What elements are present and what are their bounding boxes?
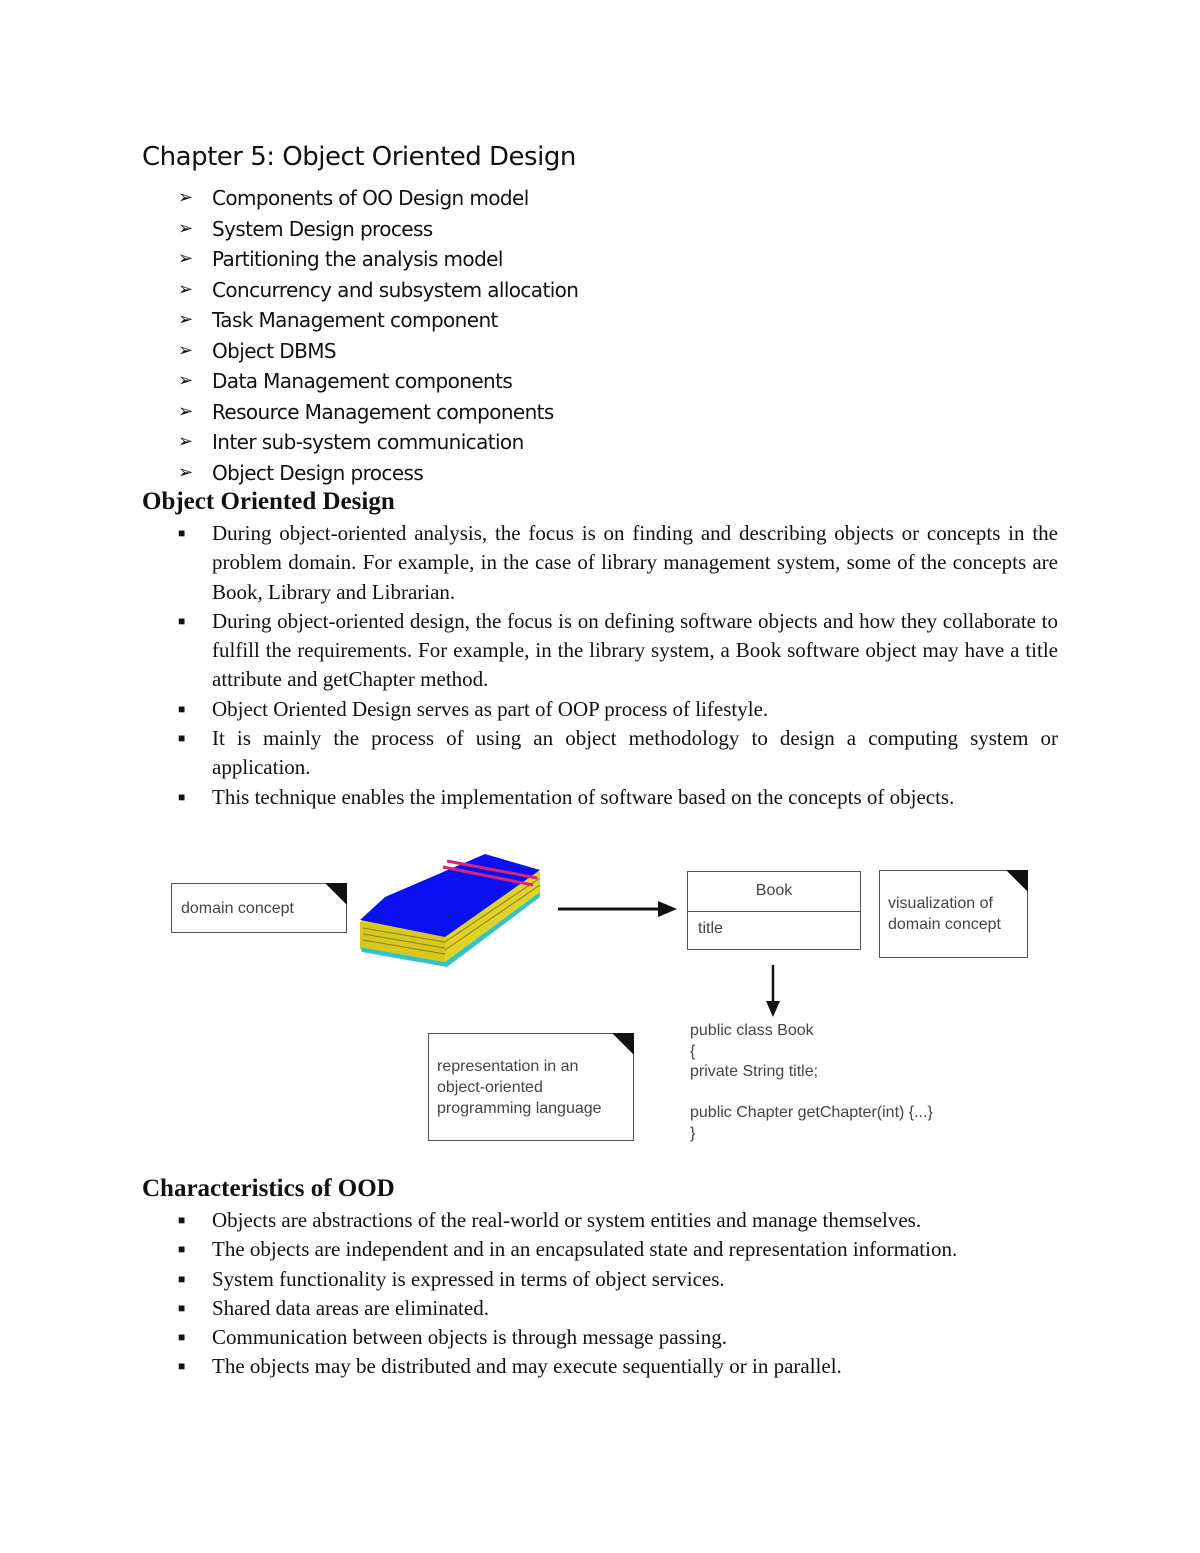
ood-bullet-list — [178, 519, 1058, 812]
note-fold-icon — [1006, 870, 1028, 892]
class-attribute: title — [698, 920, 723, 937]
arrow-bullet-icon: ➢ — [178, 309, 193, 330]
arrow-bullet-icon: ➢ — [178, 187, 193, 208]
square-bullet-icon: ■ — [178, 731, 186, 746]
characteristics-bullet-list — [178, 1206, 1058, 1382]
chapter-contents-list — [178, 183, 578, 488]
toc-item: ➢ Object DBMS — [178, 336, 578, 367]
arrow-bullet-icon: ➢ — [178, 217, 193, 239]
section-heading-ood: Object Oriented Design — [142, 488, 395, 515]
list-item: ■ During object-oriented analysis, the focus is on finding and describing objects or concepts in the problem domain. For example, in the case of library management system, some of the concepts are Book, Library and Librarian. — [178, 519, 1058, 607]
square-bullet-icon: ■ — [178, 701, 186, 716]
right-arrow-icon — [555, 898, 680, 920]
square-bullet-icon: ■ — [178, 613, 186, 628]
list-item: ■ The objects are independent and in an encapsulated state and representation information. — [178, 1235, 1058, 1264]
down-arrow-icon — [762, 963, 784, 1019]
chapter-title: Chapter 5: Object Oriented Design — [142, 142, 576, 172]
note-fold-icon — [612, 1033, 634, 1055]
toc-item: ➢ System Design process — [178, 214, 578, 245]
class-name: Book — [688, 872, 860, 912]
toc-item: ➢ Partitioning the analysis model — [178, 244, 578, 275]
list-item: ■ The objects may be distributed and may execute sequentially or in parallel. — [178, 1352, 1058, 1381]
list-item: ■ System functionality is expressed in terms of object services. — [178, 1265, 1058, 1294]
square-bullet-icon: ■ — [178, 1300, 186, 1315]
square-bullet-icon: ■ — [178, 1213, 186, 1227]
list-item: ■ It is mainly the process of using an object methodology to design a computing system or application. — [178, 724, 1058, 783]
square-bullet-icon: ■ — [178, 526, 186, 540]
square-bullet-icon: ■ — [178, 1242, 186, 1257]
note-fold-icon — [325, 883, 347, 905]
list-item: ■ Objects are abstractions of the real-world or system entities and manage themselves. — [178, 1206, 1058, 1235]
domain-concept-note: domain concept — [171, 883, 347, 933]
square-bullet-icon: ■ — [178, 1359, 186, 1374]
toc-item: ➢ Components of OO Design model — [178, 183, 578, 214]
list-item: ■ Communication between objects is through message passing. — [178, 1323, 1058, 1352]
arrow-bullet-icon: ➢ — [178, 248, 193, 269]
square-bullet-icon: ■ — [178, 789, 186, 804]
list-item: ■ Shared data areas are eliminated. — [178, 1294, 1058, 1323]
arrow-bullet-icon: ➢ — [178, 278, 193, 300]
square-bullet-icon: ■ — [178, 1330, 186, 1345]
code-snippet: public class Book { private String title; public Chapter getChapter(int) {...} } — [690, 1022, 933, 1142]
list-item: ■ During object-oriented design, the focus is on defining software objects and how they collaborate to fulfill the requirements. For example, in the library system, a Book software object may have a title attribute and getChapter method. — [178, 607, 1058, 695]
list-item: ■ This technique enables the implementation of software based on the concepts of objects. — [178, 783, 1058, 812]
book-icon — [355, 852, 545, 967]
toc-item: ➢ Inter sub-system communication — [178, 427, 578, 458]
toc-item: ➢ Concurrency and subsystem allocation — [178, 275, 578, 306]
toc-item: ➢ Object Design process — [178, 458, 578, 489]
visualization-note: visualization of domain concept — [879, 870, 1028, 958]
representation-note: representation in an object-oriented programming language — [428, 1033, 634, 1141]
arrow-bullet-icon: ➢ — [178, 339, 193, 361]
arrow-bullet-icon: ➢ — [178, 461, 193, 483]
arrow-bullet-icon: ➢ — [178, 400, 193, 422]
arrow-bullet-icon: ➢ — [178, 370, 193, 391]
book-class-box — [687, 871, 861, 950]
list-item: ■ Object Oriented Design serves as part of OOP process of lifestyle. — [178, 695, 1058, 724]
square-bullet-icon: ■ — [178, 1271, 186, 1286]
toc-item: ➢ Task Management component — [178, 305, 578, 336]
toc-item: ➢ Resource Management components — [178, 397, 578, 428]
section-heading-characteristics: Characteristics of OOD — [142, 1175, 395, 1202]
arrow-bullet-icon: ➢ — [178, 431, 193, 452]
toc-item: ➢ Data Management components — [178, 366, 578, 397]
